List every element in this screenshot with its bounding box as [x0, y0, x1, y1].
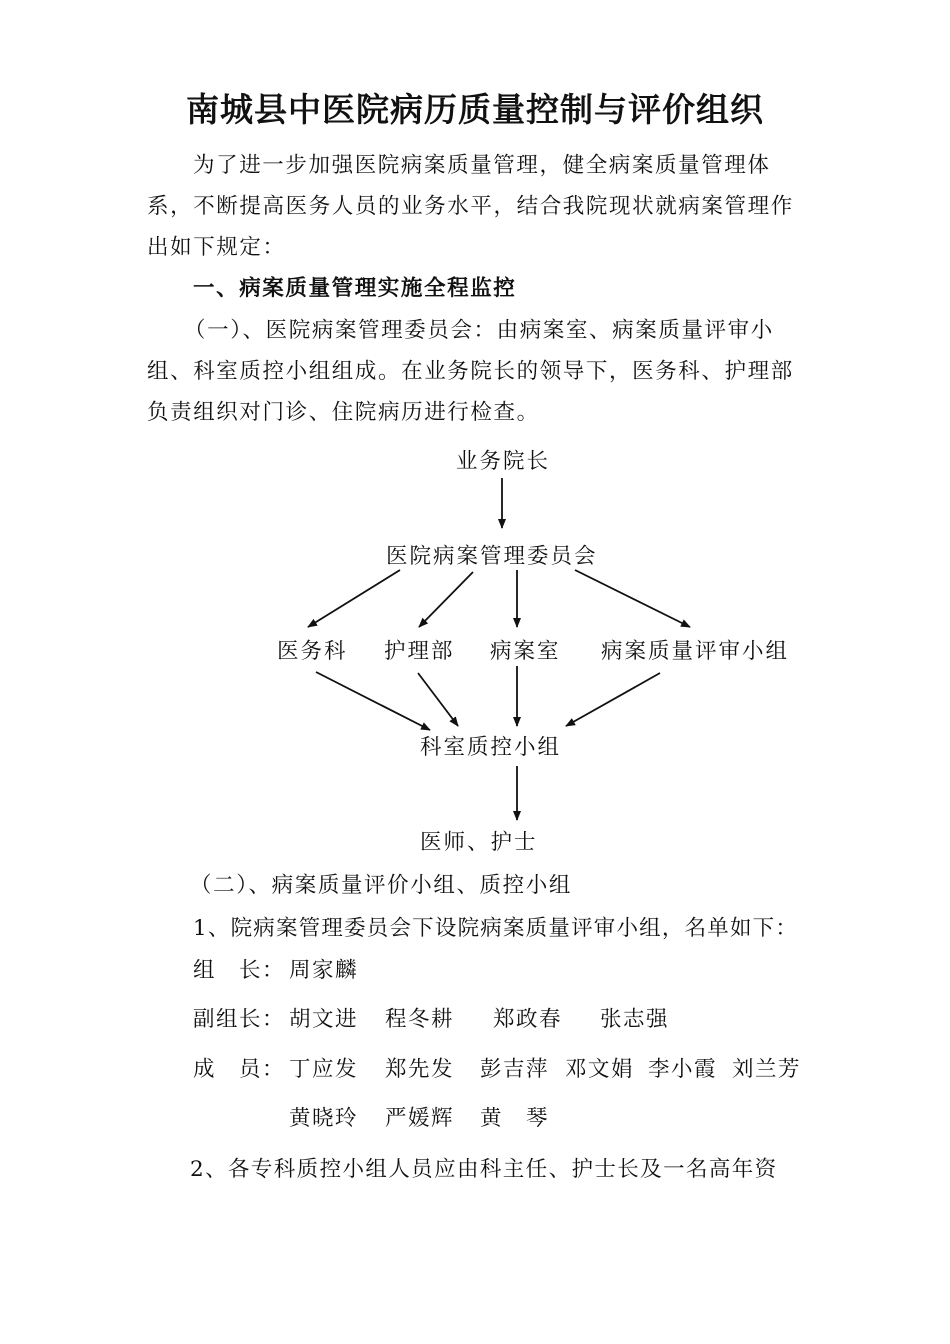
deputy-name: 胡文进 [289, 1007, 359, 1032]
arrow-committee-nursing [419, 572, 473, 627]
deputy-name: 郑政春 [493, 1007, 563, 1032]
org-node-qc-group: 科室质控小组 [420, 735, 562, 760]
section2-heading: （二）、病案质量评价小组、质控小组 [190, 873, 572, 898]
org-node-medical-affairs: 医务科 [277, 639, 348, 664]
org-node-nursing: 护理部 [384, 639, 455, 664]
member-name: 刘兰芳 [732, 1057, 802, 1082]
org-node-review-group: 病案质量评审小组 [601, 639, 790, 664]
member-name: 郑先发 [385, 1057, 455, 1082]
member-name: 李小霞 [648, 1057, 718, 1082]
deputy-label: 副组长： [193, 1007, 286, 1032]
member-name: 彭吉萍 [480, 1057, 550, 1082]
member-name: 黄 琴 [480, 1106, 550, 1131]
member-name: 严媛辉 [385, 1106, 455, 1131]
leader-name: 周家麟 [289, 958, 359, 983]
section1-heading: 一、病案质量管理实施全程监控 [193, 276, 517, 301]
arrow-nursing-qc [418, 673, 458, 726]
section2-item-2: 2、各专科质控小组人员应由科主任、护士长及一名高年资 [190, 1157, 778, 1182]
intro-line-1: 为了进一步加强医院病案质量管理，健全病案质量管理体 [193, 153, 771, 178]
arrow-committee-review-group [575, 570, 690, 627]
deputy-name: 张志强 [600, 1007, 670, 1032]
deputy-name: 程冬耕 [385, 1007, 455, 1032]
org-node-records-room: 病案室 [490, 639, 561, 664]
org-node-committee: 医院病案管理委员会 [386, 544, 598, 569]
member-name: 黄晓玲 [289, 1106, 359, 1131]
org-node-doctors-nurses: 医师、护士 [420, 830, 538, 855]
arrow-medical-affairs-qc [316, 672, 430, 730]
section2-item-1: 1、院病案管理委员会下设院病案质量评审小组，名单如下： [193, 916, 799, 941]
leader-label: 组 长： [193, 958, 286, 983]
intro-line-2: 系，不断提高医务人员的业务水平，结合我院现状就病案管理作 [147, 194, 794, 219]
members-label: 成 员： [193, 1057, 286, 1082]
section1-sub-line-1: （一）、医院病案管理委员会：由病案室、病案质量评审小 [184, 318, 774, 343]
arrow-committee-medical-affairs [308, 570, 400, 627]
page-title: 南城县中医院病历质量控制与评价组织 [186, 90, 764, 129]
section1-sub-line-3: 负责组织对门诊、住院病历进行检查。 [147, 400, 540, 425]
arrow-review-group-qc [566, 673, 660, 726]
section1-sub-line-2: 组、科室质控小组组成。在业务院长的领导下，医务科、护理部 [147, 359, 794, 384]
member-name: 邓文娟 [565, 1057, 635, 1082]
member-name: 丁应发 [289, 1057, 359, 1082]
intro-line-3: 出如下规定： [147, 235, 286, 260]
org-node-vice-president: 业务院长 [456, 449, 551, 474]
